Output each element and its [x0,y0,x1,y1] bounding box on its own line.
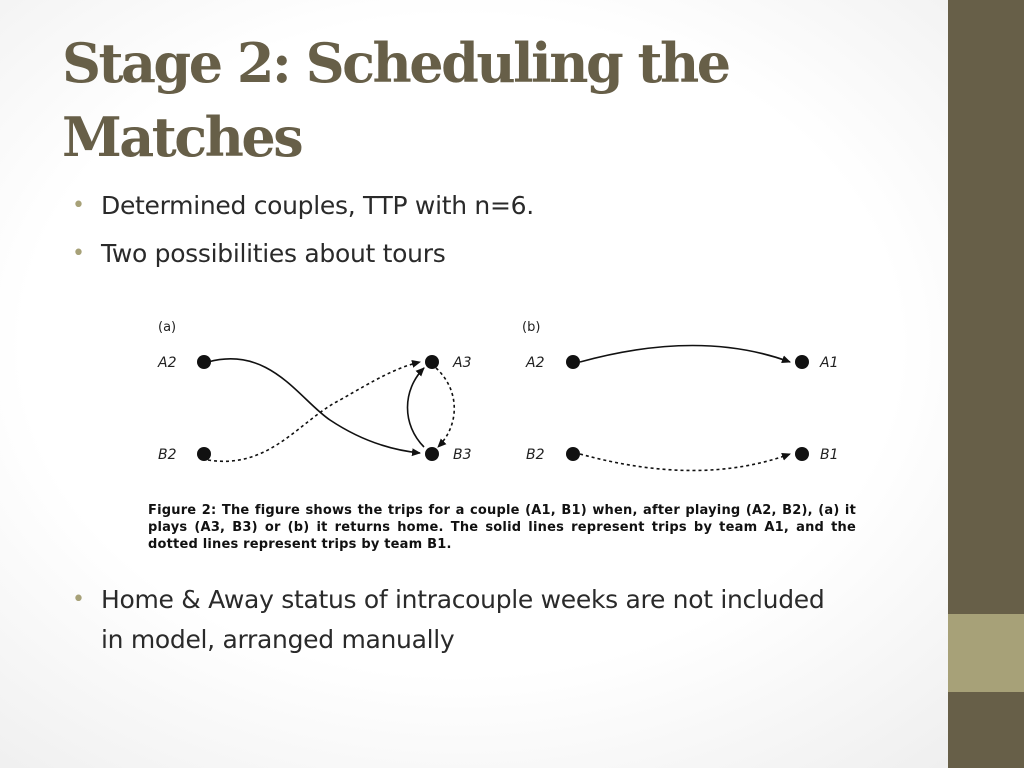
trip-diagram [140,310,870,500]
bullet-item: • Two possibilities about tours [70,234,830,274]
bullet-list-bottom [70,580,850,660]
node-label-b3: B3 [453,447,472,463]
node-b-b2 [566,447,580,461]
panel-b-label: (b) [522,320,541,335]
trip-figure [140,310,870,570]
edge-b-a2-to-a1-solid [580,346,790,363]
bullet-item: • Home & Away status of intracouple weeks are not included in model, arranged manually [70,580,850,660]
edge-a3-to-b3-dotted [436,368,454,447]
node-label-b-a2: A2 [526,355,545,371]
node-label-a2: A2 [158,355,177,371]
edge-b3-to-a3-solid [408,368,425,447]
node-label-b-b1: B1 [820,447,839,463]
node-b-a2 [566,355,580,369]
node-b2 [197,447,211,461]
figure-caption: Figure 2: The figure shows the trips for a couple (A1, B1) when, after playing (A2, B2), (a) it plays (A3, B3) or (b) it returns home. The solid lines represent trips by team A1, and the dotted lines represent trips by team B1. [148,503,856,552]
node-label-b2: B2 [158,447,177,463]
bullet-list-top [70,186,830,274]
node-b3 [425,447,439,461]
node-label-b-a1: A1 [820,355,839,371]
node-b-a1 [795,355,809,369]
panel-a-label: (a) [158,320,177,335]
node-a2 [197,355,211,369]
sidebar-accent-block [948,614,1024,692]
edge-b-b2-to-b1-dotted [580,454,790,471]
node-b-b1 [795,447,809,461]
node-label-a3: A3 [453,355,472,371]
slide-title: Stage 2: Scheduling the Matches [62,31,729,169]
bullet-item: • Determined couples, TTP with n=6. [70,186,830,226]
node-label-b-b2: B2 [526,447,545,463]
node-a3 [425,355,439,369]
